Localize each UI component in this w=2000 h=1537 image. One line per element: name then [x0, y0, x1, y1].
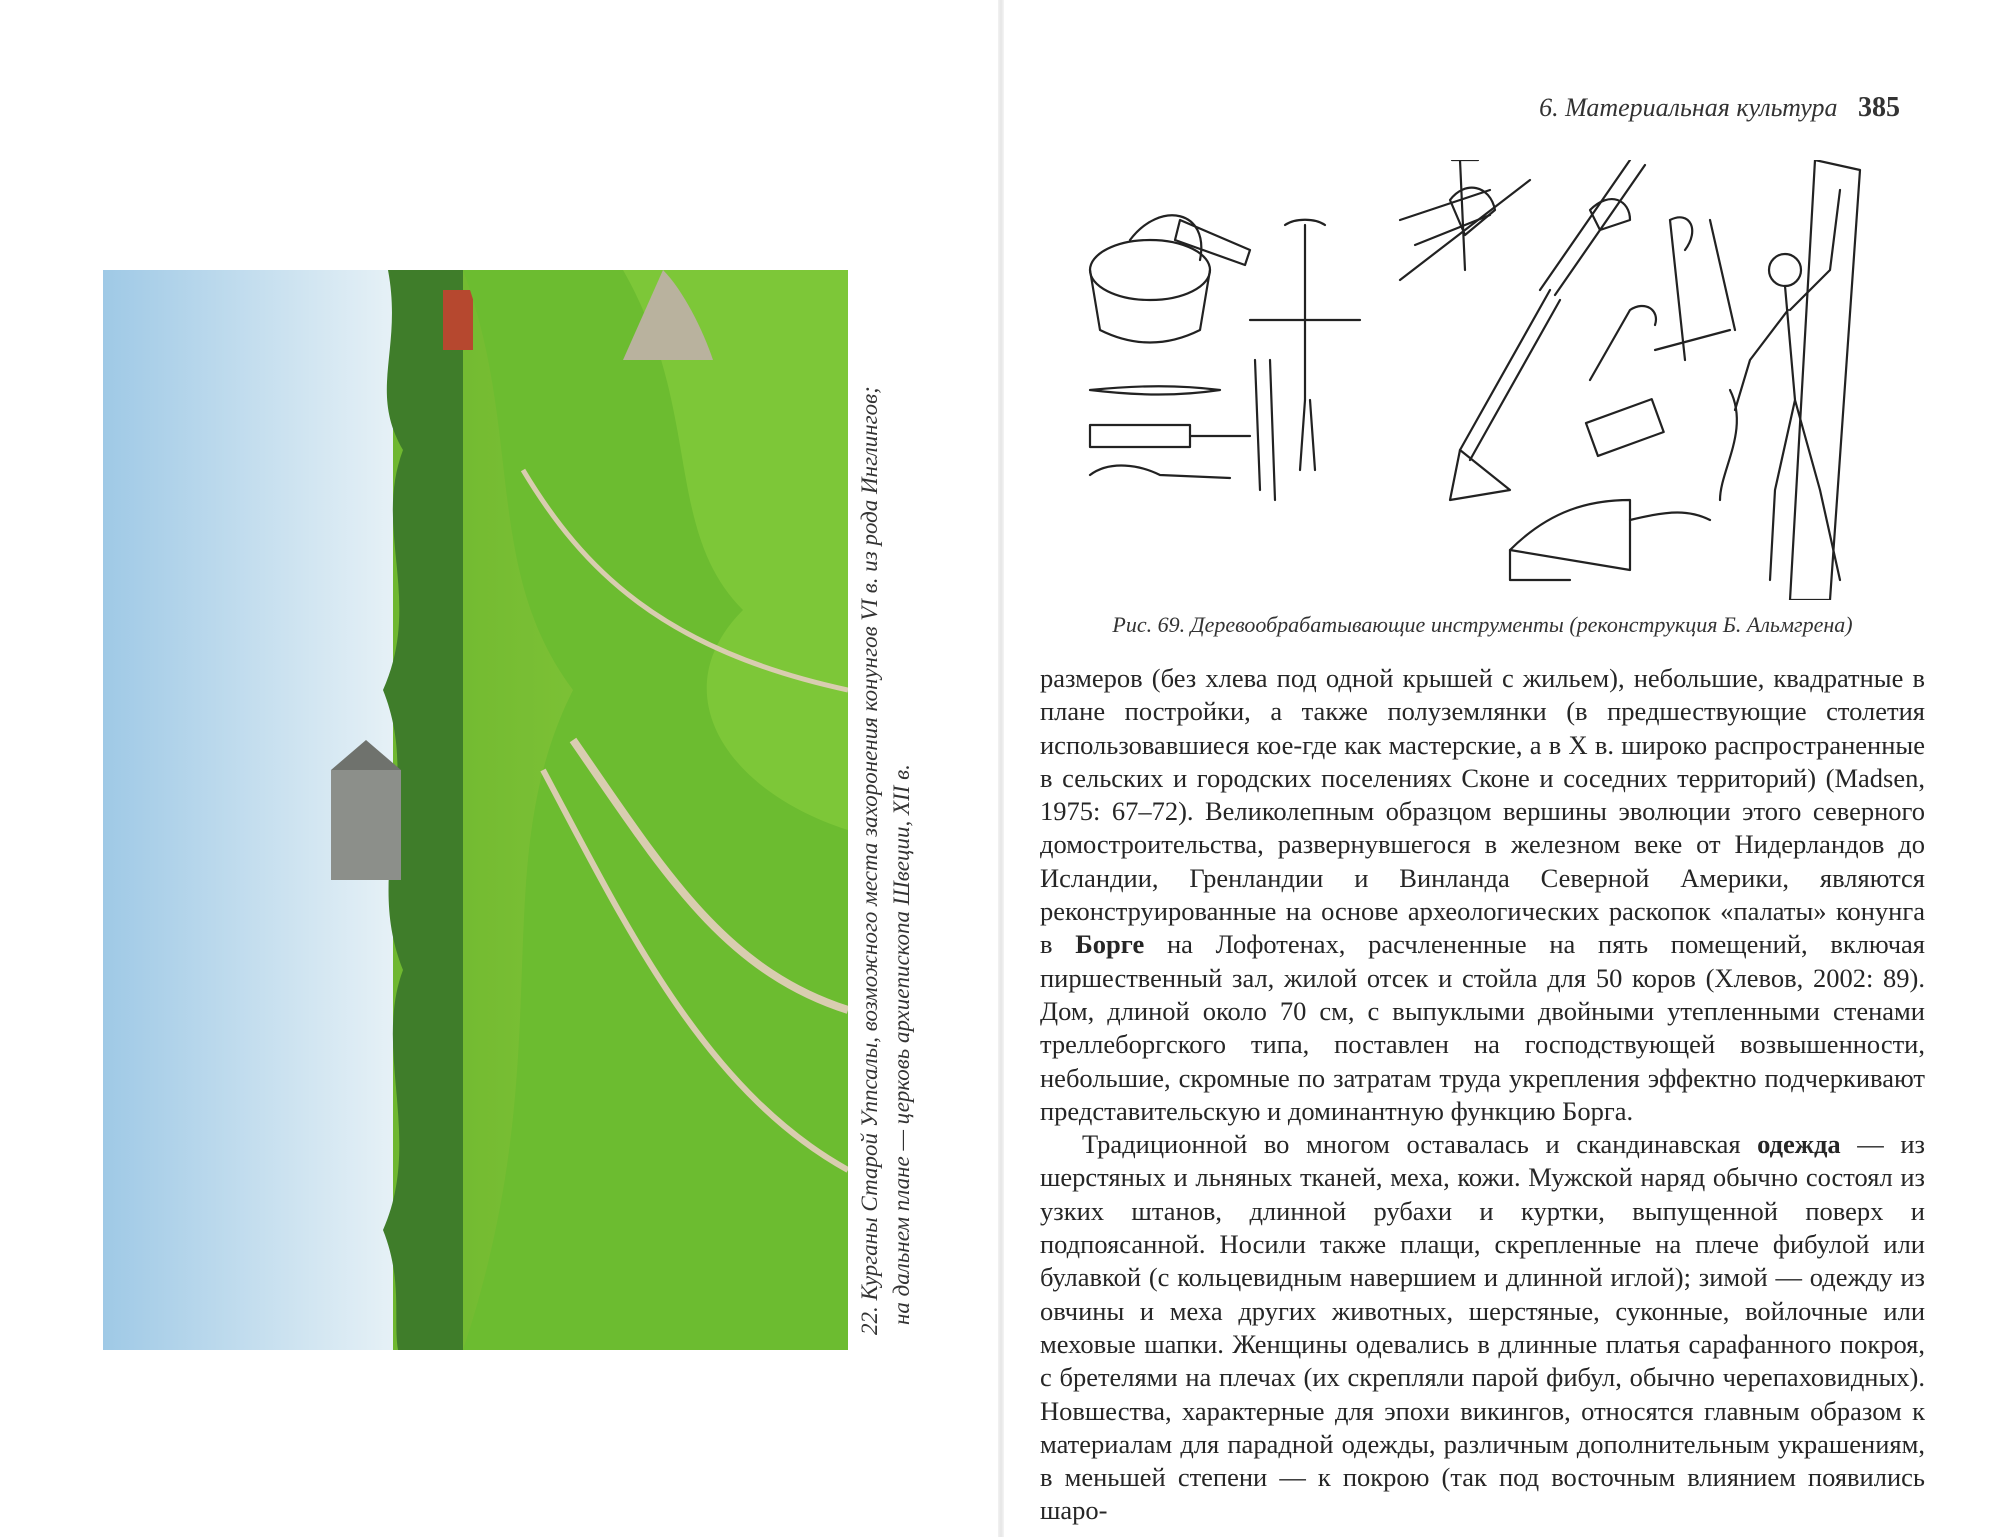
paragraph	[1040, 662, 1925, 1128]
figure-caption: Рис. 69. Деревообрабатывающие инструменты (реконструкция Б. Альмгрена)	[1112, 612, 1853, 637]
photo-caption-line: на дальнем плане — церковь архиепископа Швеции, XII в.	[889, 764, 914, 1325]
body-text	[1040, 662, 1925, 1528]
page-number: 385	[1858, 92, 1900, 123]
adzes-drawing	[1450, 290, 1730, 580]
axes-drawing	[1400, 160, 1692, 360]
running-head	[1539, 92, 1900, 124]
section-title: 6. Материальная культура	[1539, 93, 1838, 122]
paragraph-text: на Лофотенах, расчлененные на пять помещений, включая пиршественный зал, жилой отсек и стойла для 50 коров (Хлевов, 2002: 89). Дом, длиной около 70 см, с выпуклыми двойными утепленными стенами треллеборгского типа, поставлен на господствующей возвышенности, небольшие, скромные по затратам труда укрепления эффектно подчеркивают представительскую и доминантную функцию Борга.	[1040, 929, 1925, 1126]
paragraph	[1040, 1128, 1925, 1528]
book-gutter	[998, 0, 1004, 1537]
photo-caption	[854, 295, 918, 1335]
term-bold: одежда	[1757, 1129, 1841, 1160]
photo-caption-line: 22. Курганы Старой Уппсалы, возможного места захоронения конунгов VI в. из рода Инглингов;	[857, 386, 882, 1335]
knives-drawing	[1090, 360, 1275, 500]
bowl-drawing	[1090, 215, 1250, 342]
man-figure-drawing	[1710, 160, 1860, 600]
paragraph-text: Традиционной во многом оставалась и скандинавская	[1082, 1129, 1758, 1160]
term-bold: Борге	[1075, 929, 1145, 960]
paragraph-text: — из шерстяных и льняных тканей, меха, кожи. Мужской наряд обычно состоял из узких штанов, длинной рубахи и куртки, выпущенной поверх и подпоясанной. Носили также плащи, скрепленные на плече фибулой или булавкой (с кольцевидным навершием и длинной иглой); зимой — одежду из овчины и меха других животных, шерстяные, суконные, войлочные или меховые шапки. Женщины одевались в длинные платья сарафанного покроя, с бретелями на плечах (их скрепляли парой фибул, обычно черепаховидных). Новшества, характерные для эпохи викингов, относятся главным образом к материалам для парадной одежды, различным дополнительным украшениям, в меньшей степени — к покрою (так под восточным влиянием появились шаро-	[1040, 1129, 1925, 1526]
drill-drawing	[1250, 220, 1360, 470]
paragraph-text: размеров (без хлева под одной крышей с жильем), небольшие, квадратные в плане постройки, а также полуземлянки (в предшествующие столетия использовавшиеся кое-где как мастерские, а в X в. широко распространенные в сельских и городских поселениях Сконе и соседних территорий) (Madsen, 1975: 67–72). Великолепным образцом вершины эволюции этого северного домостроительства, развернувшегося в железном веке от Нидерландов до Исландии, Гренландии и Винланда Северной Америки, являются реконструированные на основе археологических раскопок «палаты» конунга в	[1040, 663, 1925, 960]
uppsala-mounds-photo	[103, 270, 848, 1350]
woodworking-tools-illustration	[1070, 160, 1900, 600]
